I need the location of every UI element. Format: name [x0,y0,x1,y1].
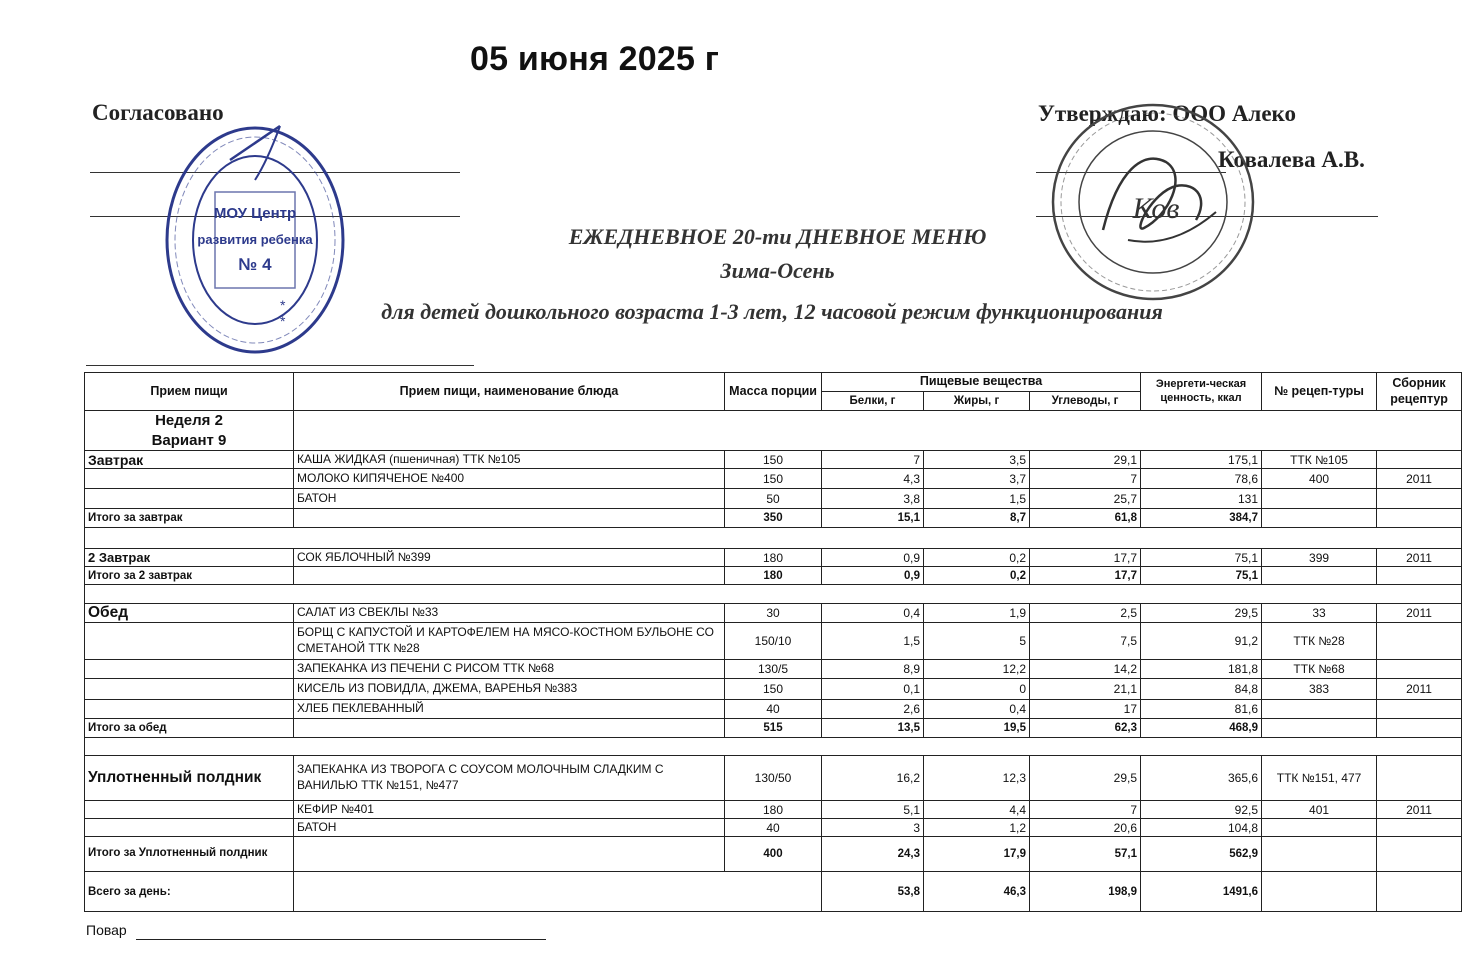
mass: 130/5 [725,660,822,679]
approve-label: Утверждаю: ООО Алеко [1038,101,1296,126]
dish-name: КЕФИР №401 [294,801,725,819]
dish-name [294,567,725,585]
header-mass: Масса порции [725,373,822,411]
meal [85,819,294,837]
right-stamp-signature: Ков [1132,192,1180,225]
dish-name: БОРЩ С КАПУСТОЙ И КАРТОФЕЛЕМ НА МЯСО-КОСТНОМ БУЛЬОНЕ СО СМЕТАНОЙ ТТК №28 [294,623,725,660]
table-row [85,819,1462,837]
collection: 2011 [1377,469,1462,489]
recipe [1262,567,1377,585]
fat: 5 [924,623,1030,660]
menu-title: ЕЖЕДНЕВНОЕ 20-ти ДНЕВНОЕ МЕНЮ [568,224,987,249]
table-row [85,604,1462,623]
carbs: 57,1 [1030,837,1141,872]
fat: 12,2 [924,660,1030,679]
collection [1377,567,1462,585]
energy: 468,9 [1141,719,1262,738]
protein: 13,5 [822,719,924,738]
recipe: 399 [1262,549,1377,567]
meal-lunch: Обед [85,604,294,623]
meal-second-breakfast: 2 Завтрак [85,549,294,567]
mass: 180 [725,549,822,567]
fat: 0,2 [924,567,1030,585]
collection [1377,451,1462,469]
menu-table [84,372,1462,912]
header-fat: Жиры, г [924,392,1030,411]
spacer-row [85,528,1462,549]
table-row [85,700,1462,719]
recipe [1262,719,1377,738]
collection [1377,872,1462,912]
meal [85,623,294,660]
fat: 19,5 [924,719,1030,738]
total-label: Итого за 2 завтрак [85,567,294,585]
menu-season: Зима-Осень [720,258,835,283]
collection [1377,660,1462,679]
table-row [85,801,1462,819]
energy: 365,6 [1141,756,1262,801]
protein: 0,9 [822,567,924,585]
header-meal: Прием пищи [85,373,294,411]
recipe: ТТК №151, 477 [1262,756,1377,801]
mass: 150 [725,451,822,469]
table-row [85,489,1462,509]
protein: 3 [822,819,924,837]
mass: 130/50 [725,756,822,801]
dish-name: ЗАПЕКАНКА ИЗ ПЕЧЕНИ С РИСОМ ТТК №68 [294,660,725,679]
fat: 1,2 [924,819,1030,837]
dish-name: САЛАТ ИЗ СВЕКЛЫ №33 [294,604,725,623]
table-row [85,549,1462,567]
recipe: 400 [1262,469,1377,489]
energy: 384,7 [1141,509,1262,528]
agreed-label: Согласовано [92,100,224,125]
collection [1377,837,1462,872]
recipe: ТТК №105 [1262,451,1377,469]
table-row [85,660,1462,679]
protein: 0,4 [822,604,924,623]
day-total-label: Всего за день: [85,872,294,912]
recipe [1262,700,1377,719]
fat: 3,7 [924,469,1030,489]
energy: 75,1 [1141,567,1262,585]
fat: 1,9 [924,604,1030,623]
carbs: 17,7 [1030,549,1141,567]
header-collection: Сборник рецептур [1377,373,1462,411]
recipe [1262,837,1377,872]
header-dish: Прием пищи, наименование блюда [294,373,725,411]
variant-label: Вариант 9 [151,431,227,449]
energy: 78,6 [1141,469,1262,489]
recipe: 401 [1262,801,1377,819]
meal [85,700,294,719]
fat: 0 [924,679,1030,700]
mass: 50 [725,489,822,509]
dish-name: МОЛОКО КИПЯЧЕНОЕ №400 [294,469,725,489]
table-row [85,623,1462,660]
meal-afternoon-snack: Уплотненный полдник [85,756,294,801]
mass: 30 [725,604,822,623]
meal [85,489,294,509]
energy: 175,1 [1141,451,1262,469]
cook-label: Повар [86,922,127,938]
protein: 2,6 [822,700,924,719]
collection: 2011 [1377,679,1462,700]
recipe [1262,489,1377,509]
energy: 131 [1141,489,1262,509]
mass: 150/10 [725,623,822,660]
energy: 81,6 [1141,700,1262,719]
fat: 46,3 [924,872,1030,912]
fat: 3,5 [924,451,1030,469]
collection [1377,819,1462,837]
svg-text:*: * [280,297,286,313]
recipe [1262,509,1377,528]
carbs: 7,5 [1030,623,1141,660]
dish-name: БАТОН [294,819,725,837]
dish-name [294,509,725,528]
protein: 0,1 [822,679,924,700]
carbs: 7 [1030,469,1141,489]
carbs: 17,7 [1030,567,1141,585]
dish-name: КИСЕЛЬ ИЗ ПОВИДЛА, ДЖЕМА, ВАРЕНЬЯ №383 [294,679,725,700]
left-stamp-line1: МОУ Центр [213,205,297,222]
dish-name [294,719,725,738]
dish-name [294,872,822,912]
table-row [85,469,1462,489]
header-nutrients: Пищевые вещества [822,373,1141,392]
dish-name: КАША ЖИДКАЯ (пшеничная) ТТК №105 [294,451,725,469]
recipe: ТТК №28 [1262,623,1377,660]
energy: 104,8 [1141,819,1262,837]
collection: 2011 [1377,801,1462,819]
menu-date: 05 июня 2025 г [470,40,720,78]
mass: 180 [725,801,822,819]
header-recipe: № рецеп-туры [1262,373,1377,411]
energy: 91,2 [1141,623,1262,660]
dish-name [294,837,725,872]
protein: 1,5 [822,623,924,660]
fat: 4,4 [924,801,1030,819]
protein: 8,9 [822,660,924,679]
dish-name: ЗАПЕКАНКА ИЗ ТВОРОГА С СОУСОМ МОЛОЧНЫМ СЛАДКИМ С ВАНИЛЬЮ ТТК №151, №477 [294,756,725,801]
total-label: Итого за завтрак [85,509,294,528]
total-label: Итого за Уплотненный полдник [85,837,294,872]
spacer-row [85,738,1462,756]
table-row-total [85,567,1462,585]
energy: 75,1 [1141,549,1262,567]
recipe: 33 [1262,604,1377,623]
protein: 5,1 [822,801,924,819]
header-carbs: Углеводы, г [1030,392,1141,411]
fat: 0,4 [924,700,1030,719]
table-row [85,756,1462,801]
energy: 562,9 [1141,837,1262,872]
week-spacer [294,411,1462,451]
mass: 150 [725,469,822,489]
left-stamp-line2: развития ребенка [197,232,313,247]
carbs: 17 [1030,700,1141,719]
carbs: 62,3 [1030,719,1141,738]
carbs: 25,7 [1030,489,1141,509]
energy: 29,5 [1141,604,1262,623]
collection [1377,489,1462,509]
collection [1377,623,1462,660]
svg-text:*: * [280,313,286,329]
menu-subtitle: для детей дошкольного возраста 1-3 лет, 12 часовой режим функционирования [381,299,1163,324]
week-label: Неделя 2 [155,412,223,429]
collection: 2011 [1377,604,1462,623]
signature-line [86,365,474,366]
fat: 0,2 [924,549,1030,567]
recipe: 383 [1262,679,1377,700]
protein: 4,3 [822,469,924,489]
energy: 1491,6 [1141,872,1262,912]
mass: 400 [725,837,822,872]
collection [1377,719,1462,738]
protein: 15,1 [822,509,924,528]
energy: 92,5 [1141,801,1262,819]
energy: 84,8 [1141,679,1262,700]
carbs: 21,1 [1030,679,1141,700]
dish-name: ХЛЕБ ПЕКЛЕВАННЫЙ [294,700,725,719]
mass: 515 [725,719,822,738]
protein: 3,8 [822,489,924,509]
mass: 40 [725,700,822,719]
collection: 2011 [1377,549,1462,567]
carbs: 29,5 [1030,756,1141,801]
left-stamp-line3: № 4 [238,255,272,274]
recipe [1262,819,1377,837]
protein: 24,3 [822,837,924,872]
fat: 8,7 [924,509,1030,528]
cook-signature-line [136,939,546,940]
director-name: Ковалева А.В. [1218,147,1365,172]
mass: 350 [725,509,822,528]
mass: 180 [725,567,822,585]
recipe [1262,872,1377,912]
table-row-total [85,837,1462,872]
carbs: 20,6 [1030,819,1141,837]
meal [85,469,294,489]
protein: 7 [822,451,924,469]
collection [1377,509,1462,528]
recipe: ТТК №68 [1262,660,1377,679]
meal-breakfast: Завтрак [85,451,294,469]
mass: 40 [725,819,822,837]
carbs: 29,1 [1030,451,1141,469]
meal [85,679,294,700]
fat: 1,5 [924,489,1030,509]
protein: 0,9 [822,549,924,567]
table-row [85,451,1462,469]
energy: 181,8 [1141,660,1262,679]
mass: 150 [725,679,822,700]
fat: 12,3 [924,756,1030,801]
week-variant-cell [85,411,294,451]
header-protein: Белки, г [822,392,924,411]
total-label: Итого за обед [85,719,294,738]
table-row-total [85,719,1462,738]
collection [1377,700,1462,719]
protein: 16,2 [822,756,924,801]
carbs: 7 [1030,801,1141,819]
header-energy: Энергети-ческая ценность, ккал [1141,373,1262,411]
meal [85,801,294,819]
fat: 17,9 [924,837,1030,872]
protein: 53,8 [822,872,924,912]
spacer-row [85,585,1462,604]
carbs: 14,2 [1030,660,1141,679]
dish-name: СОК ЯБЛОЧНЫЙ №399 [294,549,725,567]
carbs: 198,9 [1030,872,1141,912]
dish-name: БАТОН [294,489,725,509]
table-row-total [85,509,1462,528]
carbs: 2,5 [1030,604,1141,623]
meal [85,660,294,679]
collection [1377,756,1462,801]
table-row [85,679,1462,700]
table-row-day-total [85,872,1462,912]
carbs: 61,8 [1030,509,1141,528]
